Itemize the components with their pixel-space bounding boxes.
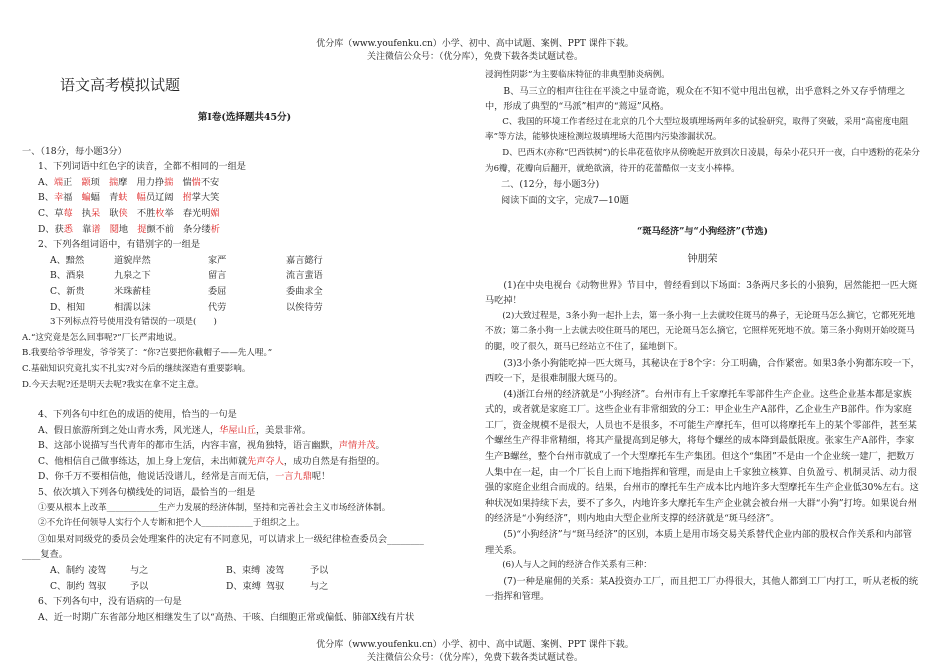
section-1-heading: 一、（18分，每小题3分） xyxy=(22,145,127,157)
q3-option-d: D.今天去呢?还是明天去呢?我实在拿不定主意。 xyxy=(22,379,204,390)
q2-option-b: B、酒泉 九泉之下 留言 流言蜚语 xyxy=(50,270,323,282)
header-line-1: 优分库（www.youfenku.cn）小学、初中、高中试题、案例、PPT 课件下载。 xyxy=(316,39,634,49)
right-column xyxy=(485,68,920,605)
article-paragraph-6: (6)人与人之间的经济合作关系有三种： xyxy=(502,560,652,571)
page-footer xyxy=(0,639,950,665)
left-column xyxy=(22,68,467,625)
q6-option-d: D、巴西木(亦称“巴西铁树”)的长串花苞依序从傍晚起开放到次日凌晨，每朵小花只开一夜，白中透粉的花朵分为6瓣，花瓣向后翻开，就绝欲滴，待开的花蕾酷似一支支小棒棒。 xyxy=(485,147,920,174)
q5-options-row-2: C、制约 驾驭 予以 D、束缚 驾驭 与之 xyxy=(50,580,329,592)
q3-option-a: A.“这究竟是怎么回事呢?”厂长严肃地说。 xyxy=(22,332,182,343)
q5-sentence-3: ③如果对同级党的委员会处理案件的决定有不同意见，可以请求上一级纪律检查委员会________ xyxy=(38,533,424,545)
article-paragraph-3: (3)3小条小狗能吃掉一匹大斑马，其秘诀在于8个字：分工明确，合作紧密。如果3条小狗都东咬一下，西咬一下，是很难制服大斑马的。 xyxy=(485,357,920,385)
article-author: 钟朋荣 xyxy=(687,253,718,265)
q6-option-a-line1: A、近一时期广东省部分地区相继发生了以“高热、干咳、白细胞正常或偏低、肺部X线有片状 xyxy=(38,611,415,623)
header-line-2: 关注微信公众号：（优分库），免费下载各类试题试卷。 xyxy=(366,52,583,62)
article-paragraph-7: (7)一种是雇佣的关系：某A投资办工厂，而且把工厂办得很大，其他人都到工厂内打工，听从老板的统一指挥和管理。 xyxy=(485,575,919,603)
footer-line-1: 优分库（www.youfenku.cn）小学、初中、高中试题、案例、PPT 课件下载。 xyxy=(316,640,634,650)
q2-option-d: D、相知 相濡以沫 代劳 以俟待劳 xyxy=(50,301,323,313)
article-title: “斑马经济”与“小狗经济”(节选) xyxy=(637,226,768,238)
q4-option-b: B、这部小说描写当代青年的都市生活，内容丰富，视角独特，语言幽默，声情并茂。 xyxy=(38,440,385,452)
q1-stem: 1、下列词语中红色字的读音，全都不相同的一组是 xyxy=(38,161,246,173)
q6-option-c: C、我国的环境工作者经过在北京的几个大型垃圾填埋场两年多的试验研究，取得了突破，采用“高密度电阻率”等方法，能够快速检测垃圾填埋场大范围内污染渗漏状况。 xyxy=(485,116,909,143)
document-title: 语文高考模拟试题 xyxy=(60,76,181,94)
q2-option-c: C、新贵 米珠薪桂 委屈 委曲求全 xyxy=(50,285,323,297)
q5-stem: 5、依次填入下列各句横线处的词语，最恰当的一组是 xyxy=(38,487,256,499)
q5-sentence-2: ②不允许任何领导人实行个人专断和把个人____________于组织之上。 xyxy=(38,518,305,529)
q1-option-c: C、草莓 执呆 耿侠 不胜枚举 春光明媚 xyxy=(38,207,220,219)
q2-option-a: A、黯然 道貌岸然 家严 嘉言懿行 xyxy=(50,254,323,266)
section-2-heading: 二、(12分，每小题3分) xyxy=(501,179,600,191)
q6-option-a-line2: 浸润性阴影”为主要临床特征的非典型肺炎病例。 xyxy=(485,70,670,80)
article-paragraph-1: (1)在中央电视台《动物世界》节目中，曾经看到以下场面：3条两尺多长的小狼狗，居然能把一匹大斑马吃掉！ xyxy=(485,279,918,307)
q4-option-a: A、假日旅游所到之处山青水秀，风光迷人，华屋山丘，美景非常。 xyxy=(38,424,312,436)
q2-stem: 2、下列各组词语中，有错别字的一组是 xyxy=(38,239,201,251)
q3-stem: 3下列标点符号使用没有错误的一项是( ) xyxy=(50,317,217,328)
q3-option-b: B.我要给爷爷理发，爷爷笑了：“你?岂要把你截帽子——先人哩。” xyxy=(22,348,273,359)
q1-option-b: B、幸福 蝙蝠 青蚨 幅员辽阔 拊掌大笑 xyxy=(38,192,220,204)
q1-option-d: D、获悉 靠谱 鬩地 提颤不前 条分缕析 xyxy=(38,223,220,235)
page-header xyxy=(0,38,950,64)
q4-option-d: D、你千万不要相信他，他说话没谱儿，经常是言而无信，一言九鼎呢！ xyxy=(38,471,331,483)
q3-option-c: C.基础知识究竟扎实不扎实?对今后的继续深造有重要影响。 xyxy=(22,363,251,374)
q6-option-b: B、马三立的相声往往在平淡之中显奇诡，观众在不知不觉中甩出包袱，出乎意料之外又存乎情理之中，形成了典型的“马派”相声的“蔫逗”风格。 xyxy=(485,85,906,113)
q5-sentence-3-cont: ____复查。 xyxy=(22,549,68,561)
q4-option-c: C、他相信自己做事练达，加上身上宠信，未出师就先声夺人，成功自然是有指望的。 xyxy=(38,455,385,467)
footer-line-2: 关注微信公众号：（优分库），免费下载各类试题试卷。 xyxy=(366,653,583,663)
article-paragraph-5: (5)“小狗经济”与“斑马经济”的区别，本质上是用市场交易关系替代企业内部的股权合作关系和内部管理关系。 xyxy=(485,529,912,556)
q4-stem: 4、下列各句中红色的成语的使用，恰当的一句是 xyxy=(38,409,237,421)
q5-sentence-1: ①要从根本上改革____________生产力发展的经济体制，坚持和完善社会主义市场经济体制。 xyxy=(38,502,391,513)
article-paragraph-4: (4)浙江台州的经济就是“小狗经济”。台州市有上千家摩托车零部件生产企业。这些企业基本都是家族式的，或者就是家庭工厂。这些企业有非常细致的分工：甲企业生产A部件，乙企业生产B部件。作为家庭工厂，资金规模不是很大，人员也不是很多，不可能生产摩托车，但可以将摩托车上的某个零部件，甚至某个螺丝生产得非常精细，将其产量提高到足够大，将每个螺丝的成本降到最低限度。张家生产A部件，李家生产B螺丝，整个台州市就成了一个大型摩托车生产集团。但这个“集团”不是由一个企业统一建厂，把数万人集中在一起，由一个厂长自上而下地指挥和管理，而是由上千家独立核算、自负盈亏、机制灵活、动力很强的家庭企业组合而成的。结果，台州市的摩托车生产成本比内地许多大型摩托车生产企业低30%左右。这种状况如果持续下去，要不了多久，内地许多大摩托车生产企业就会被台州一大群“小狗”打垮。如果说台州的经济是“小狗经济”，则内地由大型企业所支撑的经济就是“斑马经济”。 xyxy=(485,388,919,525)
q6-stem: 6、下列各句中，没有语病的一句是 xyxy=(38,596,182,608)
article-paragraph-2: (2)大致过程是，3条小狗一起扑上去，第一条小狗一上去就咬住斑马的鼻子，无论斑马怎么摘它，它都死死地不放；第二条小狗一上去就去咬住斑马的尾巴，无论斑马怎么摘它，它照样死死地不放。第三条小狗则开始咬斑马的腿，咬了很久，斑马已经站立不住了，猛地倒下。 xyxy=(485,310,916,352)
q1-option-a: A、端正 颛顼 揣摩 用力挣揣 惴惴不安 xyxy=(38,176,220,188)
section-2-instruction: 阅读下面的文字，完成7—10题 xyxy=(501,194,629,206)
part-title: 第Ⅰ卷(选择题共45分) xyxy=(197,112,292,123)
q5-options-row-1: A、制约 凌驾 与之 B、束缚 凌驾 予以 xyxy=(50,565,329,577)
